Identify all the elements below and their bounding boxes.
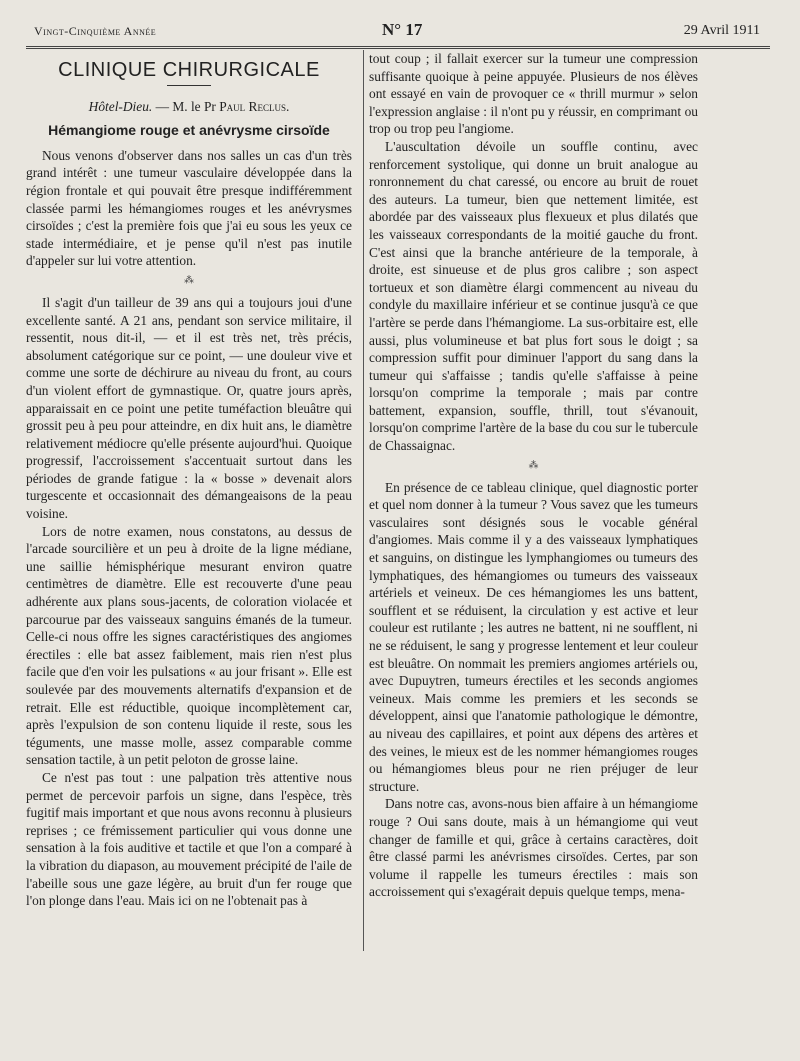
paragraph: L'auscultation dévoile un souffle continu, avec renforcement systolique, qui donne un bruit analogue au ronronnement du chat caressé, ou encore au bruit de rouet des auteurs. La tumeur, bien que nettement limitée, est abordée par des vaisseaux plus flexueux et plus dilatés que les vaisseaux correspondants de la moitié gauche du front. C'est ainsi que la branche antérieure de la temporale, à droite, est sinueuse et de plus gros calibre ; son aspect tortueux et son diamètre élargi commencent au niveau du condyle du maxillaire inférieur et se continue jusqu'à ce que l'artère se perde dans l'hémangiome. La sus-orbitaire est, elle aussi, plus volumineuse et bat plus fort sous le doigt ; sa compression suffit pour diminuer l'apport du sang dans la tumeur qui s'affaisse ; tandis qu'elle s'affaisse à peine lorsqu'on comprime la temporale ; mais par contre battement, expansion, souffle, thrill, tout s'évanouit, lorsqu'on comprime l'artère de la base du cou sur le tubercule de Chassaignac. — [369, 138, 698, 454]
paragraph-continued: tout coup ; il fallait exercer sur la tumeur une compression suffisante quoique à peine appuyée. Plusieurs de nos élèves ont essayé en vain de provoquer ce « thrill murmur » selon l'expression anglaise : il n'ont pu y réussir, en comprimant ou trop ou trop peu l'angiome. — [369, 51, 698, 137]
header-date: 29 Avril 1911 — [683, 23, 760, 38]
asterism-divider: ⁂ — [184, 274, 194, 286]
byline-dash: — M. le Pr — [152, 98, 220, 114]
paragraph: Lors de notre examen, nous constatons, au dessus de l'arcade sourcilière et un peu à droite de la ligne médiane, une saillie hémisphérique mesurant environ quatre centimètres de diamètre. Elle est recouverte d'une peau adhérente aux plans sous-jacents, de coloration violacée et parcourue par des vaisseaux sanguins émanés de la tumeur. Celle-ci nous offre les signes caractéristiques des angiomes érectiles : elle bat assez faiblement, mais rien n'est plus facile que d'en voir les pulsations « au jour frisant ». Elle est soulevée par des mouvements alternatifs d'expansion et de retrait. Elle est réductible, quoique incomplètement car, après l'expulsion de son contenu liquide il reste, sous les téguments, une masse molle, assez comparable comme sensation tactile, à un petit peloton de grosse laine. — [26, 523, 352, 768]
header-issue-number: N° 17 — [382, 20, 423, 39]
title-rule — [167, 85, 211, 86]
byline-hospital: Hôtel-Dieu. — [88, 98, 153, 114]
right-column — [369, 50, 698, 901]
column-separator — [363, 50, 364, 951]
header-volume: Vingt-Cinquième Année — [34, 24, 157, 38]
page-header — [34, 20, 760, 44]
left-column — [26, 50, 352, 910]
article-subtitle: Hémangiome rouge et anévrysme cirsoïde — [48, 122, 330, 139]
paragraph: Nous venons d'observer dans nos salles un cas d'un très grand intérêt : une tumeur vasculaire développée dans la région frontale et qui pouvait être presque indifféremment classée parmi les hémangiomes rouges et les anévrysmes cirsoïdes ; c'est la première fois que j'ai eu sous les yeux ce stade intermédiaire, et je pense qu'il n'est pas inutile d'appeler sur lui votre attention. — [26, 147, 352, 269]
header-rule — [26, 46, 770, 49]
paragraph: Ce n'est pas tout : une palpation très attentive nous permet de percevoir parfois un signe, dans l'espèce, très fugitif mais important et que nous avons reconnu à plusieurs reprises ; ce frémissement particulier qui vous donne une sensation à la fois auditive et tactile et que l'on a comparé à la vibration du diapason, au mouvement précipité de l'aile de l'abeille sous une gaze légère, au bruit d'un fer rouge que l'on plonge dans l'eau. Mais ici on ne l'obtenait pas à — [26, 769, 352, 909]
section-title: CLINIQUE CHIRURGICALE — [58, 59, 320, 81]
paragraph: En présence de ce tableau clinique, quel diagnostic porter et quel nom donner à la tumeur ? Vous savez que les tumeurs vasculaires sont désignés sous le vocable général d'angiomes. Mais comme il y a des vaisseaux lymphatiques et sanguins, on distingue les lymphangiomes ou tumeurs des lymphatiques, des hémangiomes ou tumeurs des vaisseaux artériels et veineux. De ces hémangiomes les uns battent, soufflent et se réduisent, la circulation y est active et leur couleur est rutilante ; les autres ne battent, ni ne soufflent, ni ne se réduisent, le sang y progresse lentement et leur couleur est bleuâtre. On nommait les premiers angiomes artériels ou, avec Dupuytren, tumeurs érectiles et les seconds angiomes veineux. Mais comme les premiers et les seconds se développent, ainsi que l'anatomie pathologique le démontre, au niveau des capillaires, et point aux dépens des artères et des veines, le mieux est de les nommer hémangiomes rouges ou hémangiomes bleus pour ne rien préjuger de leur structure. — [369, 479, 698, 794]
asterism-divider: ⁂ — [528, 459, 539, 471]
paragraph: Il s'agit d'un tailleur de 39 ans qui a toujours joui d'une excellente santé. A 21 ans, pendant son service militaire, il ressentit, nous dit-il, — et il est très net, très précis, absolument catégorique sur ce point, — une douleur vive et comme une sorte de déchirure au niveau du front, au cours d'un violent effort de gymnastique. Or, quatre jours après, apparaissait en ce point une petite tuméfaction bleuâtre qui grossit peu à peu pour atteindre, en dix huit ans, le diamètre relativement médiocre qu'elle présente aujourd'hui. Quoique progressif, l'accroissement s'accentuait surtout dans les périodes de grande fatigue : la « bosse » devenait alors turgescente et occasionnait des démangeaisons de la peau voisine. — [26, 294, 352, 522]
byline — [26, 98, 352, 116]
paragraph: Dans notre cas, avons-nous bien affaire à un hémangiome rouge ? Oui sans doute, mais à un hémangiome qui veut changer de famille et qui, grâce à certains caractères, doit être classé parmi les anévrismes cirsoïdes. Certes, par son volume il rappelle les tumeurs érectiles : mais son accroissement qui s'exagérait depuis quelque temps, mena- — [369, 796, 698, 900]
byline-author: Paul Reclus. — [219, 98, 290, 114]
